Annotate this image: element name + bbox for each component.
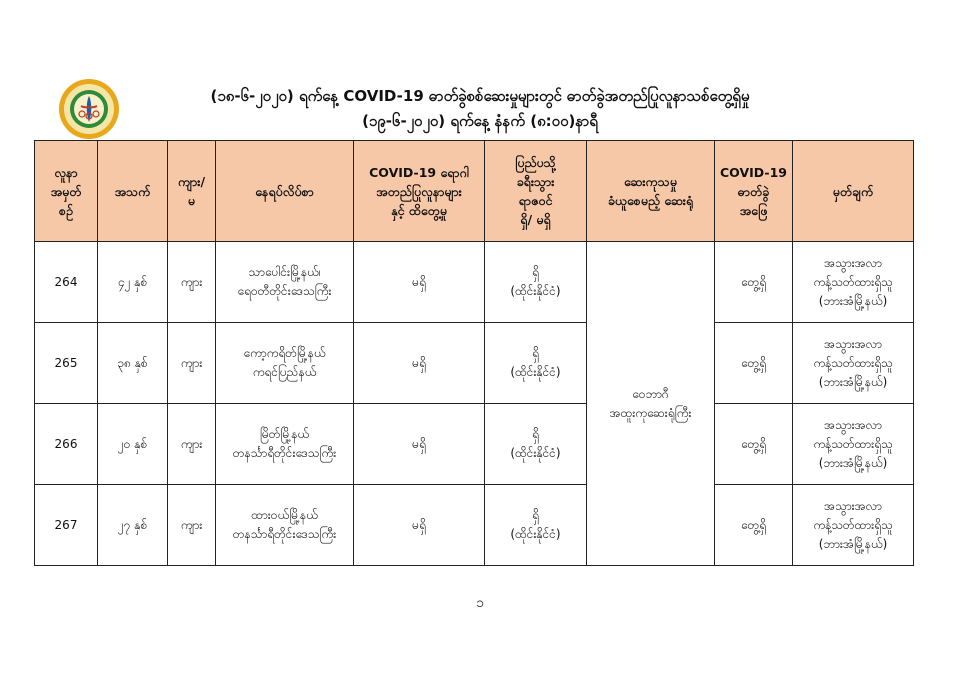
- header-test-result: COVID-19 ဓာတ်ခွဲ အဖြေ: [715, 141, 793, 242]
- hospital: ဝေဘာဂီ အထူးကုဆေးရုံကြီး: [587, 242, 715, 566]
- contact: မရှိ: [354, 404, 485, 485]
- test-result: တွေ့ရှိ: [715, 485, 793, 566]
- address: မြိတ်မြို့နယ် တနင်္သာရီတိုင်းဒေသကြီး: [216, 404, 354, 485]
- sex: ကျား: [168, 323, 216, 404]
- case-number: 264: [35, 242, 98, 323]
- sex: ကျား: [168, 404, 216, 485]
- remark: အသွားအလာ ကန့်သတ်ထားရှိသူ (ဘားအံမြို့နယ်): [793, 485, 914, 566]
- table-row: [35, 323, 914, 404]
- address: သာပေါင်းမြို့နယ်၊ ရေဝတီတိုင်းဒေသကြီး: [216, 242, 354, 323]
- travel-history: ရှိ (ထိုင်းနိုင်ငံ): [485, 485, 587, 566]
- age: ၄၂ နှစ်: [98, 242, 168, 323]
- contact: မရှိ: [354, 485, 485, 566]
- page-title-line-2: (၁၉-၆-၂၀၂၀) ရက်နေ့ နံနက် (၈:၀၀)နာရီ: [362, 112, 598, 130]
- header-travel-history: ပြည်ပသို့ ခရီးသွား ရာဇဝင် ရှိ/ မရှိ: [485, 141, 587, 242]
- age: ၃၈ နှစ်: [98, 323, 168, 404]
- case-number: 266: [35, 404, 98, 485]
- table-row: [35, 404, 914, 485]
- age: ၂၇ နှစ်: [98, 485, 168, 566]
- travel-history: ရှိ (ထိုင်းနိုင်ငံ): [485, 242, 587, 323]
- table-row: [35, 485, 914, 566]
- remark: အသွားအလာ ကန့်သတ်ထားရှိသူ (ဘားအံမြို့နယ်): [793, 404, 914, 485]
- address: ထားဝယ်မြို့နယ် တနင်္သာရီတိုင်းဒေသကြီး: [216, 485, 354, 566]
- contact: မရှိ: [354, 242, 485, 323]
- contact: မရှိ: [354, 323, 485, 404]
- sex: ကျား: [168, 485, 216, 566]
- header-contact: COVID-19 ရောဂါ အတည်ပြုလူနာများ နှင့် ထိတွေ့မှု: [354, 141, 485, 242]
- header-address: နေရပ်လိပ်စာ: [216, 141, 354, 242]
- sex: ကျား: [168, 242, 216, 323]
- table-row: [35, 242, 914, 323]
- new-cases-table: [34, 140, 914, 566]
- case-number: 265: [35, 323, 98, 404]
- case-number: 267: [35, 485, 98, 566]
- test-result: တွေ့ရှိ: [715, 242, 793, 323]
- age: ၂၀ နှစ်: [98, 404, 168, 485]
- test-result: တွေ့ရှိ: [715, 323, 793, 404]
- remark: အသွားအလာ ကန့်သတ်ထားရှိသူ (ဘားအံမြို့နယ်): [793, 323, 914, 404]
- address: ကော့ကရိတ်မြို့နယ် ကရင်ပြည်နယ်: [216, 323, 354, 404]
- page-title-line-1: (၁၈-၆-၂၀၂၀) ရက်နေ့ COVID-19 ဓာတ်ခွဲစစ်ဆေးမှုများတွင် ဓာတ်ခွဲအတည်ပြုလူနာသစ်တွေ့ရှိမှု: [210, 87, 750, 105]
- travel-history: ရှိ (ထိုင်းနိုင်ငံ): [485, 404, 587, 485]
- header-case-number: လူနာ အမှတ် စဉ်: [35, 141, 98, 242]
- remark: အသွားအလာ ကန့်သတ်ထားရှိသူ (ဘားအံမြို့နယ်): [793, 242, 914, 323]
- page-number: ၁: [476, 595, 484, 611]
- header-remark: မှတ်ချက်: [793, 141, 914, 242]
- header-hospital: ဆေးကုသမှု ခံယူစေမည့် ဆေးရုံ: [587, 141, 715, 242]
- test-result: တွေ့ရှိ: [715, 404, 793, 485]
- table-header-row: [35, 141, 914, 242]
- header-sex: ကျား/ မ: [168, 141, 216, 242]
- travel-history: ရှိ (ထိုင်းနိုင်ငံ): [485, 323, 587, 404]
- header-age: အသက်: [98, 141, 168, 242]
